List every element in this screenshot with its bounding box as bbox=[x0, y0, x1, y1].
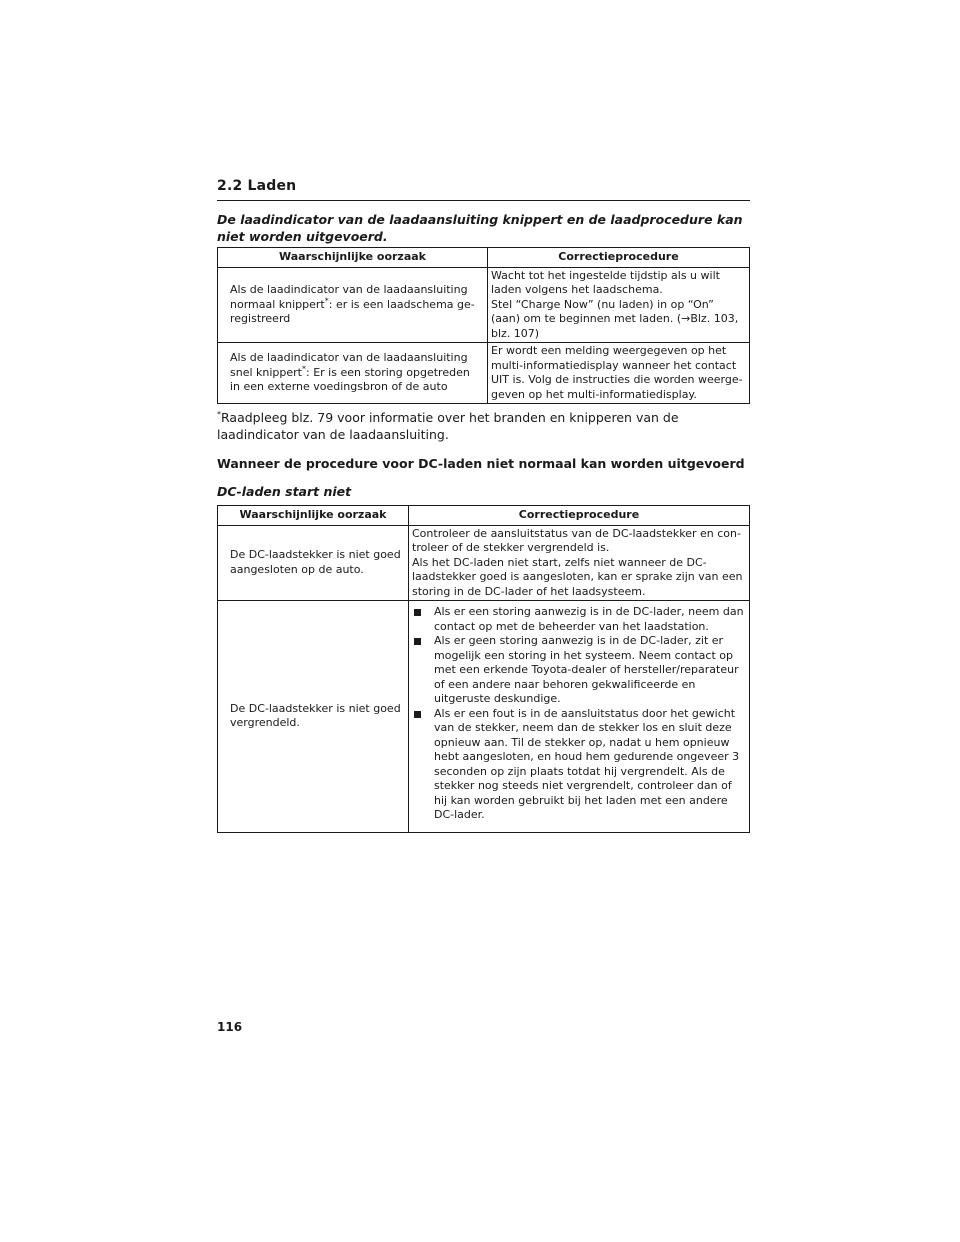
list-item bbox=[412, 707, 746, 823]
bullet-text: Als er een fout is in de aansluitstatus door het gewicht van de stekker, neem dan de stekker los en sluit deze opnieuw aan. Til de stekker op, nadat u hem opnieuw hebt aangesloten, en houd hem gedurende ongeveer 3 seconden op zijn plaats totdat hij vergrendelt. Als de stekker nog steeds niet vergrendelt, controleer dan of hij kan worden gebruikt bij het laden met een andere DC-lader. bbox=[434, 706, 740, 821]
section-heading: 2.2 Laden bbox=[217, 178, 750, 201]
table-header-row bbox=[218, 506, 750, 526]
cause-cell bbox=[218, 267, 488, 343]
square-bullet-icon bbox=[414, 638, 421, 645]
fix-cell: Wacht tot het ingestelde tijdstip als u wilt laden volgens het laadschema. Stel “Charge Now” (nu laden) in op “On” (aan) om te beginnen met laden. (→Blz. 103, blz. 107) bbox=[488, 267, 750, 343]
table-row bbox=[218, 525, 750, 601]
bullet-text: Als er geen storing aanwezig is in de DC-lader, zit er mogelijk een storing in het systeem. Neem contact op met een erkende Toyota-dealer of hersteller/reparateur of een andere naar behoren gekwalificeerde en uitgeruste deskundige. bbox=[434, 634, 739, 705]
page-number: 116 bbox=[217, 1020, 243, 1034]
cause-text-rest: : er is een laadschema ge-registreerd bbox=[230, 297, 475, 325]
issue-2-title: Wanneer de procedure voor DC-laden niet normaal kan worden uitgevoerd bbox=[217, 456, 745, 471]
issue-1-table bbox=[217, 247, 750, 404]
issue-1-title: De laadindicator van de laadaansluiting knippert en de laadprocedure kan niet worden uitgevoerd. bbox=[217, 212, 743, 244]
page-content bbox=[217, 178, 750, 833]
table-row bbox=[218, 267, 750, 343]
list-item bbox=[412, 605, 746, 634]
cause-cell: De DC-laadstekker is niet goed aangesloten op de auto. bbox=[218, 525, 409, 601]
footnote-mark: * bbox=[302, 364, 306, 374]
table-row bbox=[218, 343, 750, 404]
bullet-text: Als er een storing aanwezig is in de DC-lader, neem dan contact op met de beheerder van het laadstation. bbox=[434, 605, 744, 633]
square-bullet-icon bbox=[414, 711, 421, 718]
footnote-text: Raadpleeg blz. 79 voor informatie over het branden en knipperen van de laadindicator van de laadaansluiting. bbox=[217, 410, 679, 442]
cause-text: Als de laadindicator van de laadaansluiting snel knippert bbox=[230, 351, 468, 379]
column-header-cause: Waarschijnlijke oorzaak bbox=[218, 506, 409, 526]
fix-cell: Controleer de aansluitstatus van de DC-laadstekker en con-troleer of de stekker vergrendeld is. Als het DC-laden niet start, zelfs niet wanneer de DC-laadstekker goed is aangesloten, kan er sprake zijn van een storing in de DC-lader of het laadsysteem. bbox=[409, 525, 750, 601]
footnote-mark: * bbox=[217, 409, 221, 419]
cause-cell: De DC-laadstekker is niet goed vergrendeld. bbox=[218, 601, 409, 833]
footnote bbox=[217, 409, 750, 443]
cause-text-rest: : Er is een storing opgetreden in een externe voedingsbron of de auto bbox=[230, 365, 470, 394]
column-header-cause: Waarschijnlijke oorzaak bbox=[218, 248, 488, 268]
cause-cell bbox=[218, 343, 488, 404]
list-item bbox=[412, 634, 746, 707]
issue-2-subtitle: DC-laden start niet bbox=[217, 484, 352, 499]
issue-2-table bbox=[217, 505, 750, 833]
fix-cell bbox=[409, 601, 750, 833]
table-header-row bbox=[218, 248, 750, 268]
footnote-mark: * bbox=[324, 295, 329, 305]
column-header-fix: Correctieprocedure bbox=[488, 248, 750, 268]
table-row bbox=[218, 601, 750, 833]
column-header-fix: Correctieprocedure bbox=[409, 506, 750, 526]
fix-bullet-list bbox=[412, 605, 746, 823]
square-bullet-icon bbox=[414, 609, 421, 616]
fix-cell: Er wordt een melding weergegeven op het multi-informatiedisplay wanneer het contact UIT is. Volg de instructies die worden weerge-geven op het multi-informatiedisplay. bbox=[488, 343, 750, 404]
cause-text: Als de laadindicator van de laadaansluiting normaal knippert bbox=[230, 283, 468, 311]
